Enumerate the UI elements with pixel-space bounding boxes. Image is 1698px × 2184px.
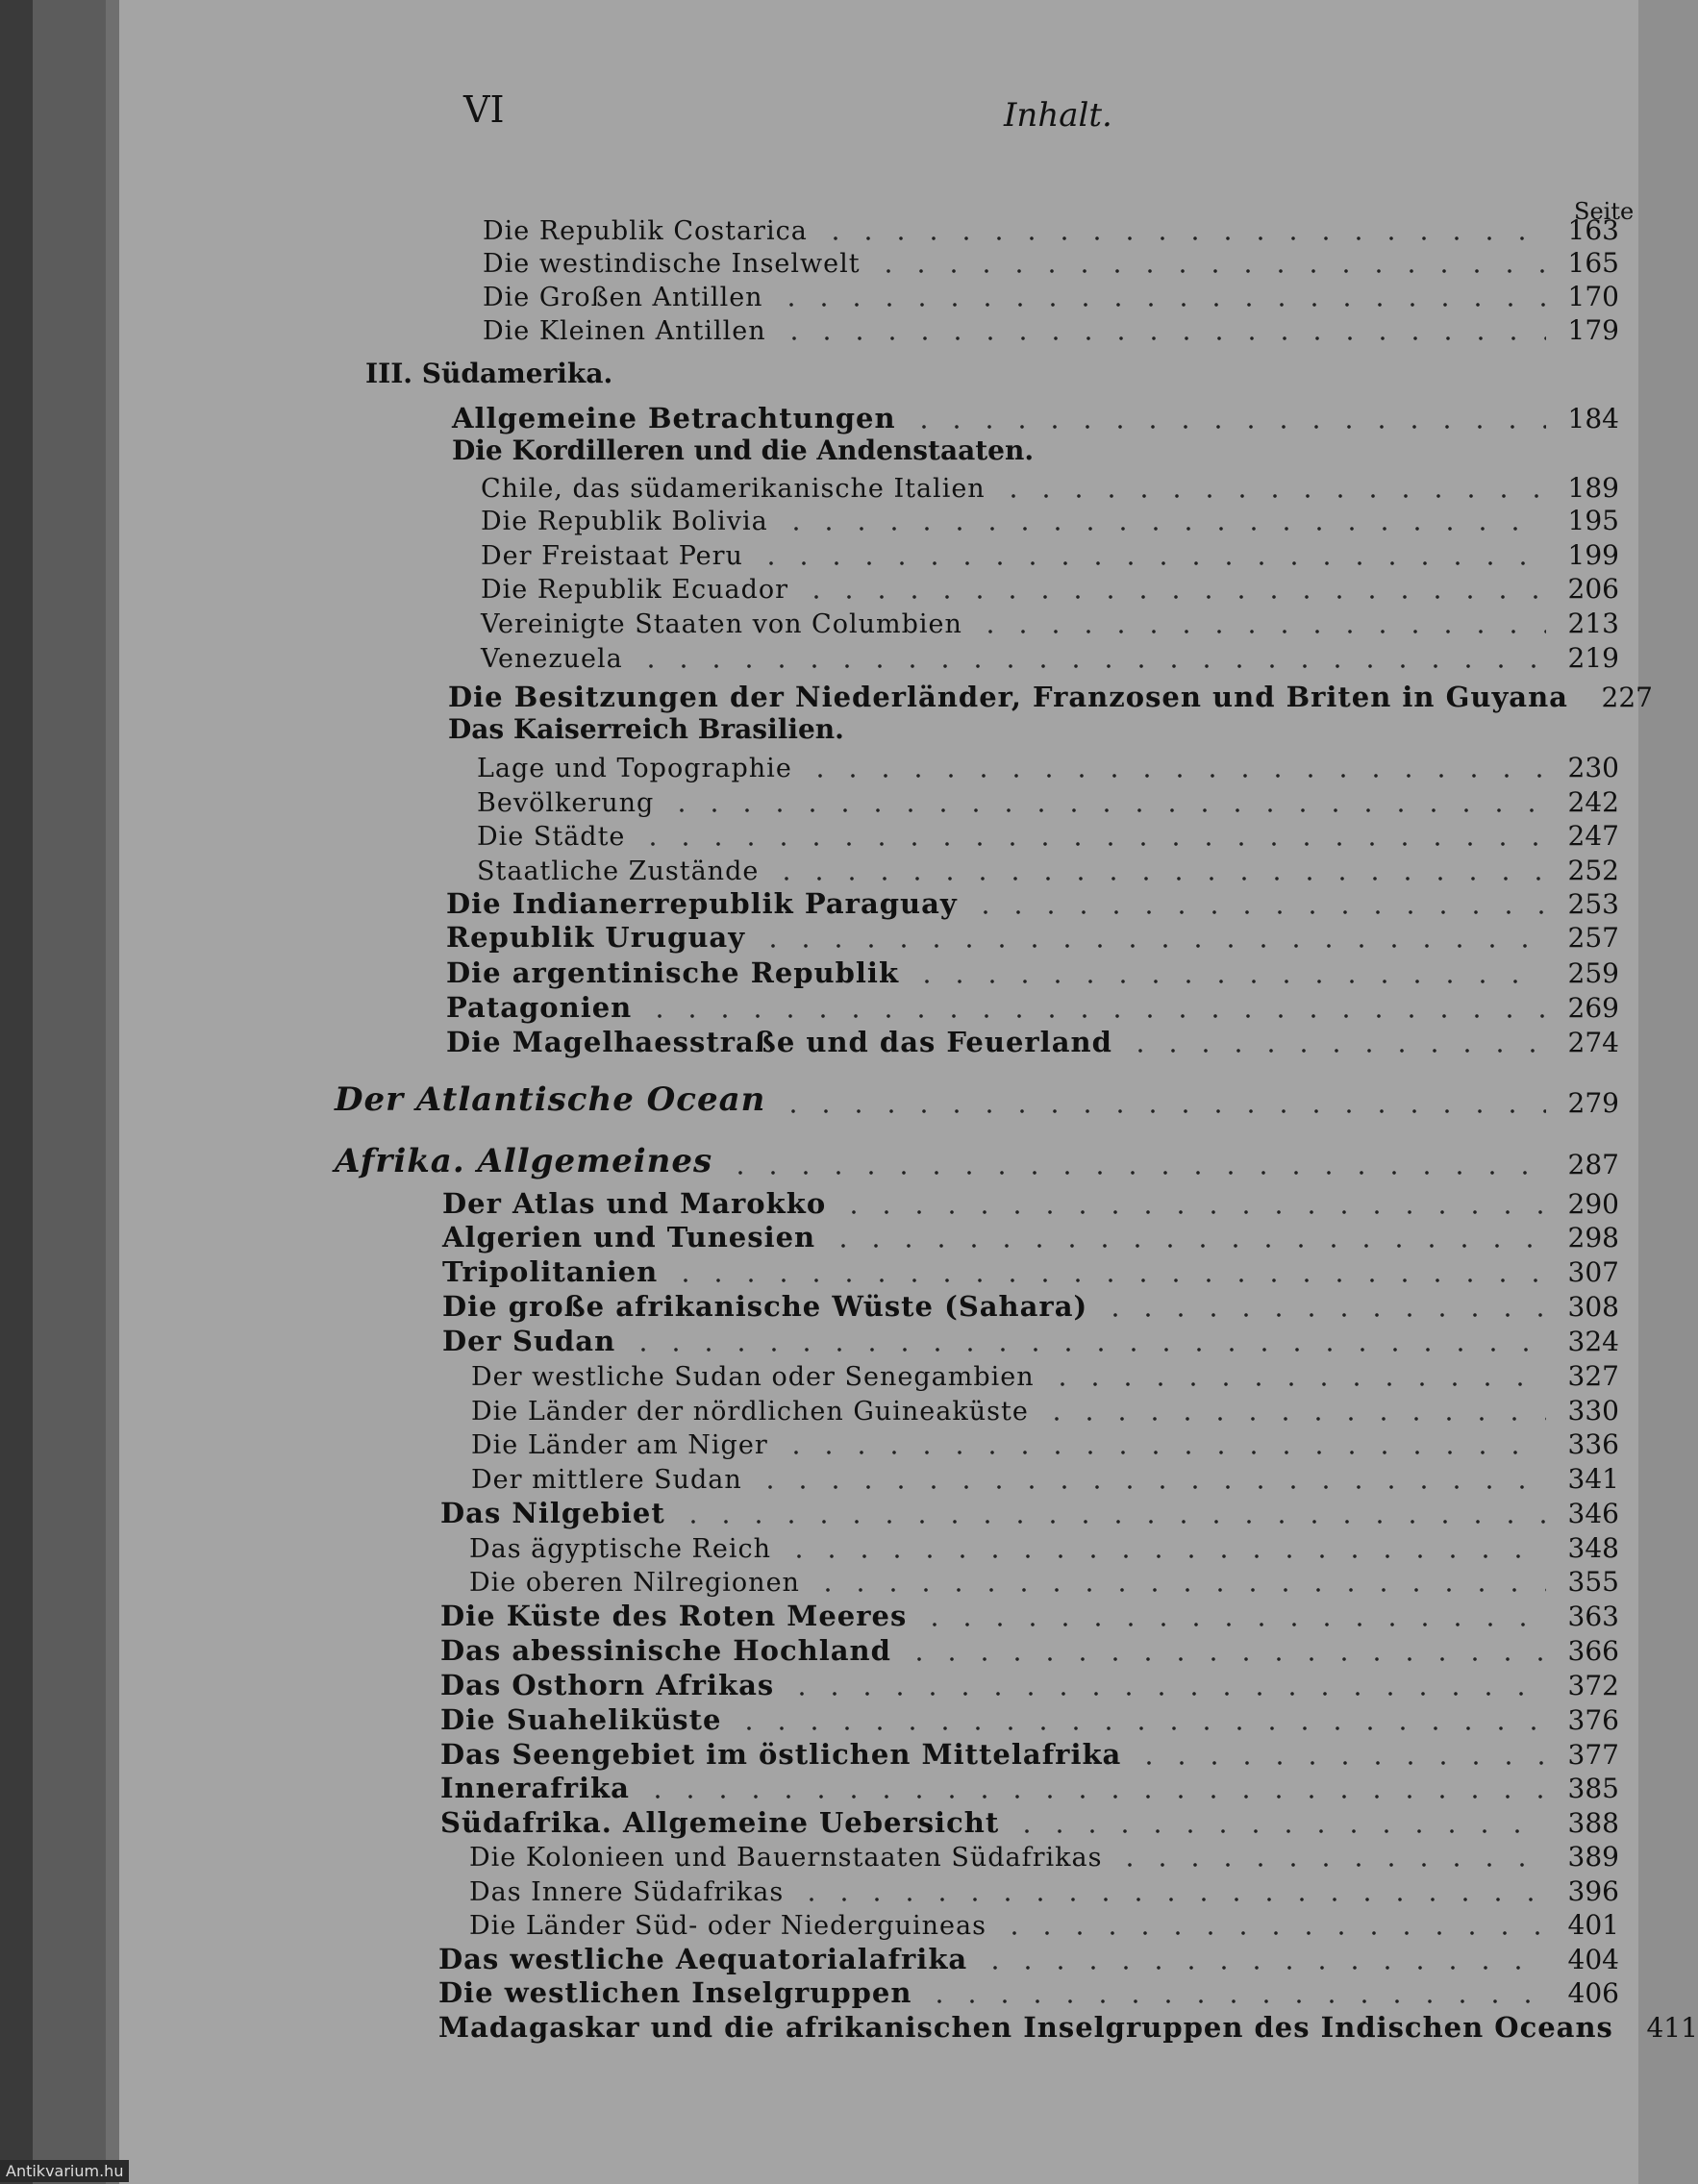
toc-entry bbox=[119, 607, 1619, 639]
toc-entry bbox=[119, 854, 1619, 886]
dot-leader bbox=[819, 236, 1546, 240]
toc-entry-page: 227 bbox=[1601, 682, 1653, 713]
toc-entry-title: Die Länder der nördlichen Guineaküste bbox=[471, 1397, 1029, 1427]
toc-entry bbox=[119, 1976, 1619, 2009]
section-heading: Die Kordilleren und die Andenstaaten. bbox=[452, 434, 1035, 466]
toc-entry-page: 274 bbox=[1567, 1027, 1619, 1058]
toc-entry bbox=[119, 1669, 1619, 1701]
toc-entry bbox=[119, 956, 1619, 989]
toc-entry bbox=[119, 1290, 1619, 1323]
toc-entry bbox=[119, 1703, 1619, 1736]
toc-entry-title: Die Republik Bolivia bbox=[481, 507, 768, 536]
toc-entry-page: 163 bbox=[1567, 214, 1619, 246]
toc-entry-title: Patagonien bbox=[446, 991, 633, 1024]
dot-leader bbox=[627, 1348, 1546, 1352]
toc-entry-page: 366 bbox=[1567, 1635, 1619, 1667]
toc-entry-page: 346 bbox=[1567, 1498, 1619, 1529]
toc-entry bbox=[119, 751, 1619, 783]
toc-entry bbox=[119, 1772, 1619, 1804]
toc-entry-page: 170 bbox=[1567, 281, 1619, 312]
toc-entry-title: Das westliche Aequatorialafrika bbox=[438, 1943, 968, 1975]
page-gutter bbox=[106, 0, 119, 2184]
toc-entry-page: 213 bbox=[1567, 608, 1619, 639]
dot-leader bbox=[812, 1588, 1546, 1592]
toc-entry-page: 230 bbox=[1567, 752, 1619, 783]
dot-leader bbox=[804, 774, 1546, 778]
toc-entry-page: 406 bbox=[1567, 1977, 1619, 2009]
toc-entry bbox=[119, 1080, 1619, 1119]
dot-leader bbox=[778, 336, 1546, 340]
toc-entry-title: Die Länder Süd- oder Niederguineas bbox=[469, 1911, 986, 1941]
toc-entry bbox=[119, 1497, 1619, 1529]
toc-entry-page: 269 bbox=[1567, 992, 1619, 1024]
toc-entry-title: Die Kolonieen und Bauernstaaten Südafrikas bbox=[469, 1843, 1103, 1873]
toc-entry-page: 219 bbox=[1567, 642, 1619, 674]
toc-entry bbox=[119, 538, 1619, 571]
toc-entry-title: Das Nilgebiet bbox=[440, 1497, 665, 1529]
dot-leader bbox=[755, 561, 1546, 565]
dot-leader bbox=[827, 1244, 1546, 1248]
toc-entry-title: Allgemeine Betrachtungen bbox=[452, 402, 896, 434]
toc-entry bbox=[119, 1840, 1619, 1873]
toc-entry-page: 253 bbox=[1567, 888, 1619, 920]
toc-entry-title: Vereinigte Staaten von Columbien bbox=[481, 609, 962, 639]
toc-entry-title: Bevölkerung bbox=[477, 788, 655, 818]
toc-entry-page: 279 bbox=[1567, 1087, 1619, 1119]
toc-entry-title: Die Indianerrepublik Paraguay bbox=[446, 887, 958, 920]
page-column-label: Seite bbox=[1574, 198, 1635, 225]
toc-entry-page: 290 bbox=[1567, 1188, 1619, 1220]
toc-entry-page: 259 bbox=[1567, 957, 1619, 989]
dot-leader bbox=[733, 1726, 1546, 1730]
toc-entry bbox=[119, 1427, 1619, 1460]
toc-entry-page: 389 bbox=[1567, 1841, 1619, 1873]
toc-entry-title: Die oberen Nilregionen bbox=[469, 1568, 800, 1598]
toc-entry bbox=[119, 572, 1619, 605]
toc-entry-title: Venezuela bbox=[481, 644, 623, 674]
toc-entry bbox=[119, 1874, 1619, 1907]
toc-entry bbox=[119, 1462, 1619, 1495]
toc-entry-page: 165 bbox=[1567, 247, 1619, 279]
dot-leader bbox=[1113, 1863, 1546, 1867]
toc-entry-page: 206 bbox=[1567, 573, 1619, 605]
toc-entry bbox=[119, 1738, 1619, 1771]
toc-entry-page: 411 bbox=[1646, 2012, 1698, 2044]
toc-entry bbox=[119, 1565, 1619, 1598]
dot-leader bbox=[780, 1451, 1546, 1454]
dot-leader bbox=[783, 1554, 1546, 1558]
toc-entry-page: 388 bbox=[1567, 1807, 1619, 1839]
dot-leader bbox=[795, 1898, 1546, 1901]
toc-entry bbox=[119, 921, 1619, 954]
toc-entry-page: 327 bbox=[1567, 1360, 1619, 1392]
toc-entry bbox=[119, 887, 1619, 920]
toc-entry-title: Innerafrika bbox=[440, 1772, 630, 1804]
toc-entry-title: Republik Uruguay bbox=[446, 921, 746, 954]
dot-leader bbox=[665, 808, 1546, 812]
toc-entry-page: 330 bbox=[1567, 1395, 1619, 1427]
toc-entry-title: Südafrika. Allgemeine Uebersicht bbox=[440, 1806, 1000, 1839]
dot-leader bbox=[637, 842, 1546, 846]
toc-entry-page: 377 bbox=[1567, 1739, 1619, 1771]
dot-leader bbox=[757, 944, 1546, 948]
dot-leader bbox=[998, 1931, 1546, 1935]
toc-entry-page: 355 bbox=[1567, 1566, 1619, 1598]
toc-entry bbox=[119, 819, 1619, 852]
toc-entry bbox=[119, 1142, 1619, 1180]
toc-entry-page: 199 bbox=[1567, 539, 1619, 571]
toc-entry bbox=[119, 313, 1619, 346]
toc-entry-page: 179 bbox=[1567, 314, 1619, 346]
toc-entry bbox=[119, 1531, 1619, 1564]
toc-entry-page: 363 bbox=[1567, 1601, 1619, 1632]
toc-entry-page: 195 bbox=[1567, 505, 1619, 536]
toc-entry-title: Die Länder am Niger bbox=[471, 1430, 768, 1460]
dot-leader bbox=[903, 1657, 1546, 1661]
dot-leader bbox=[780, 527, 1546, 531]
dot-leader bbox=[1011, 1829, 1546, 1833]
toc-entry-title: Die Städte bbox=[477, 822, 626, 852]
book-spine-edge bbox=[33, 0, 106, 2184]
dot-leader bbox=[872, 269, 1546, 273]
toc-entry-title: Die Republik Ecuador bbox=[481, 575, 789, 605]
toc-entry bbox=[119, 1634, 1619, 1667]
toc-entry-page: 257 bbox=[1567, 922, 1619, 954]
toc-entry bbox=[119, 402, 1619, 434]
dot-leader bbox=[911, 980, 1546, 983]
toc-entry-title: Das Seengebiet im östlichen Mittelafrika bbox=[440, 1738, 1122, 1771]
toc-entry bbox=[119, 1325, 1619, 1357]
toc-entry-title: Der Atlas und Marokko bbox=[442, 1187, 827, 1220]
toc-entry-title: Staatliche Zustände bbox=[477, 856, 760, 886]
toc-entry-title: Lage und Topographie bbox=[477, 754, 792, 783]
dot-leader bbox=[724, 1171, 1546, 1175]
toc-entry-title: Die westindische Inselwelt bbox=[483, 249, 861, 279]
toc-entry-page: 385 bbox=[1567, 1773, 1619, 1804]
dot-leader bbox=[979, 1966, 1546, 1970]
toc-entry-title: Die Großen Antillen bbox=[483, 283, 763, 312]
dot-leader bbox=[969, 910, 1546, 914]
toc-entry-title: Das abessinische Hochland bbox=[440, 1634, 891, 1667]
dot-leader bbox=[1099, 1313, 1546, 1317]
watermark: Antikvarium.hu bbox=[0, 2160, 129, 2182]
toc-entry bbox=[119, 1026, 1619, 1058]
dot-leader bbox=[997, 494, 1546, 498]
toc-entry-page: 184 bbox=[1567, 403, 1619, 434]
dot-leader bbox=[1046, 1382, 1546, 1386]
dot-leader bbox=[643, 1014, 1546, 1018]
toc-entry-page: 401 bbox=[1567, 1909, 1619, 1941]
page-number: VI bbox=[463, 88, 505, 131]
dot-leader bbox=[786, 1692, 1546, 1696]
toc-entry bbox=[119, 641, 1619, 674]
toc-entry-title: Afrika. Allgemeines bbox=[335, 1142, 713, 1180]
toc-entry-page: 307 bbox=[1567, 1256, 1619, 1288]
toc-entry-page: 242 bbox=[1567, 786, 1619, 818]
toc-entry-title: Die westlichen Inselgruppen bbox=[438, 1976, 912, 2009]
toc-entry-title: Die Kleinen Antillen bbox=[483, 316, 766, 346]
toc-entry bbox=[119, 1394, 1619, 1427]
toc-entry-title: Das Osthorn Afrikas bbox=[440, 1669, 775, 1701]
toc-entry-page: 372 bbox=[1567, 1670, 1619, 1701]
dot-leader bbox=[641, 1795, 1546, 1799]
toc-entry bbox=[119, 1187, 1619, 1220]
dot-leader bbox=[770, 877, 1546, 881]
toc-entry-title: Der Freistaat Peru bbox=[481, 541, 743, 571]
toc-entry-title: Die Küste des Roten Meeres bbox=[440, 1600, 908, 1632]
toc-entry-title: Der westliche Sudan oder Senegambien bbox=[471, 1362, 1035, 1392]
toc-entry-page: 341 bbox=[1567, 1463, 1619, 1495]
toc-entry bbox=[119, 1255, 1619, 1288]
toc-entry-page: 252 bbox=[1567, 855, 1619, 886]
dot-leader bbox=[923, 1999, 1546, 2003]
toc-entry bbox=[119, 785, 1619, 818]
toc-entry-page: 298 bbox=[1567, 1222, 1619, 1253]
toc-entry bbox=[119, 1359, 1619, 1392]
toc-entry-title: Die argentinische Republik bbox=[446, 956, 900, 989]
toc-entry-title: Die Republik Costarica bbox=[483, 216, 808, 246]
book-binding-shadow bbox=[0, 0, 33, 2184]
dot-leader bbox=[775, 303, 1546, 307]
dot-leader bbox=[677, 1520, 1546, 1524]
toc-entry-title: Das ägyptische Reich bbox=[469, 1534, 771, 1564]
toc-entry-title: Madagaskar und die afrikanischen Inselgruppen des Indischen Oceans bbox=[438, 2011, 1613, 2044]
toc-entry-page: 376 bbox=[1567, 1704, 1619, 1736]
section-heading: III. Südamerika. bbox=[365, 358, 613, 389]
toc-entry bbox=[119, 1908, 1619, 1941]
toc-entry bbox=[119, 280, 1619, 312]
toc-entry-title: Die große afrikanische Wüste (Sahara) bbox=[442, 1290, 1088, 1323]
toc-entry bbox=[119, 681, 1653, 713]
dot-leader bbox=[1133, 1761, 1546, 1765]
dot-leader bbox=[1040, 1417, 1546, 1421]
toc-entry-page: 189 bbox=[1567, 472, 1619, 504]
toc-entry bbox=[119, 1600, 1619, 1632]
dot-leader bbox=[635, 664, 1546, 668]
dot-leader bbox=[669, 1278, 1546, 1282]
dot-leader bbox=[800, 595, 1546, 599]
toc-entry-page: 336 bbox=[1567, 1428, 1619, 1460]
toc-entry-title: Chile, das südamerikanische Italien bbox=[481, 474, 986, 504]
toc-entry-title: Der mittlere Sudan bbox=[471, 1465, 742, 1495]
toc-entry-title: Die Magelhaesstraße und das Feuerland bbox=[446, 1026, 1112, 1058]
toc-entry-page: 324 bbox=[1567, 1326, 1619, 1357]
toc-entry bbox=[119, 246, 1619, 279]
toc-entry bbox=[119, 1943, 1619, 1975]
dot-leader bbox=[777, 1109, 1546, 1113]
toc-entry-page: 308 bbox=[1567, 1291, 1619, 1323]
dot-leader bbox=[754, 1485, 1546, 1489]
toc-entry bbox=[119, 504, 1619, 536]
section-heading: Das Kaiserreich Brasilien. bbox=[448, 713, 844, 745]
toc-entry bbox=[119, 471, 1619, 504]
toc-entry bbox=[119, 1221, 1619, 1253]
toc-entry-title: Die Besitzungen der Niederländer, Franzosen und Briten in Guyana bbox=[448, 681, 1568, 713]
running-head: Inhalt. bbox=[1004, 96, 1112, 135]
page bbox=[119, 0, 1698, 2184]
dot-leader bbox=[974, 630, 1546, 633]
toc-entry-title: Algerien und Tunesien bbox=[442, 1221, 816, 1253]
toc-entry-page: 396 bbox=[1567, 1875, 1619, 1907]
toc-entry bbox=[119, 1806, 1619, 1839]
toc-entry-page: 348 bbox=[1567, 1532, 1619, 1564]
toc-entry bbox=[119, 991, 1619, 1024]
dot-leader bbox=[1124, 1049, 1546, 1053]
toc-entry bbox=[119, 213, 1619, 246]
toc-entry-page: 247 bbox=[1567, 820, 1619, 852]
toc-entry-title: Die Suaheliküste bbox=[440, 1703, 722, 1736]
toc-entry-page: 404 bbox=[1567, 1944, 1619, 1975]
toc-entry-page: 287 bbox=[1567, 1149, 1619, 1180]
toc-entry bbox=[119, 2011, 1698, 2044]
dot-leader bbox=[837, 1210, 1546, 1214]
toc-entry-title: Der Atlantische Ocean bbox=[335, 1080, 766, 1119]
toc-entry-title: Das Innere Südafrikas bbox=[469, 1877, 785, 1907]
dot-leader bbox=[918, 1623, 1546, 1626]
toc-entry-title: Tripolitanien bbox=[442, 1255, 659, 1288]
toc-entry-title: Der Sudan bbox=[442, 1325, 616, 1357]
dot-leader bbox=[908, 425, 1546, 429]
